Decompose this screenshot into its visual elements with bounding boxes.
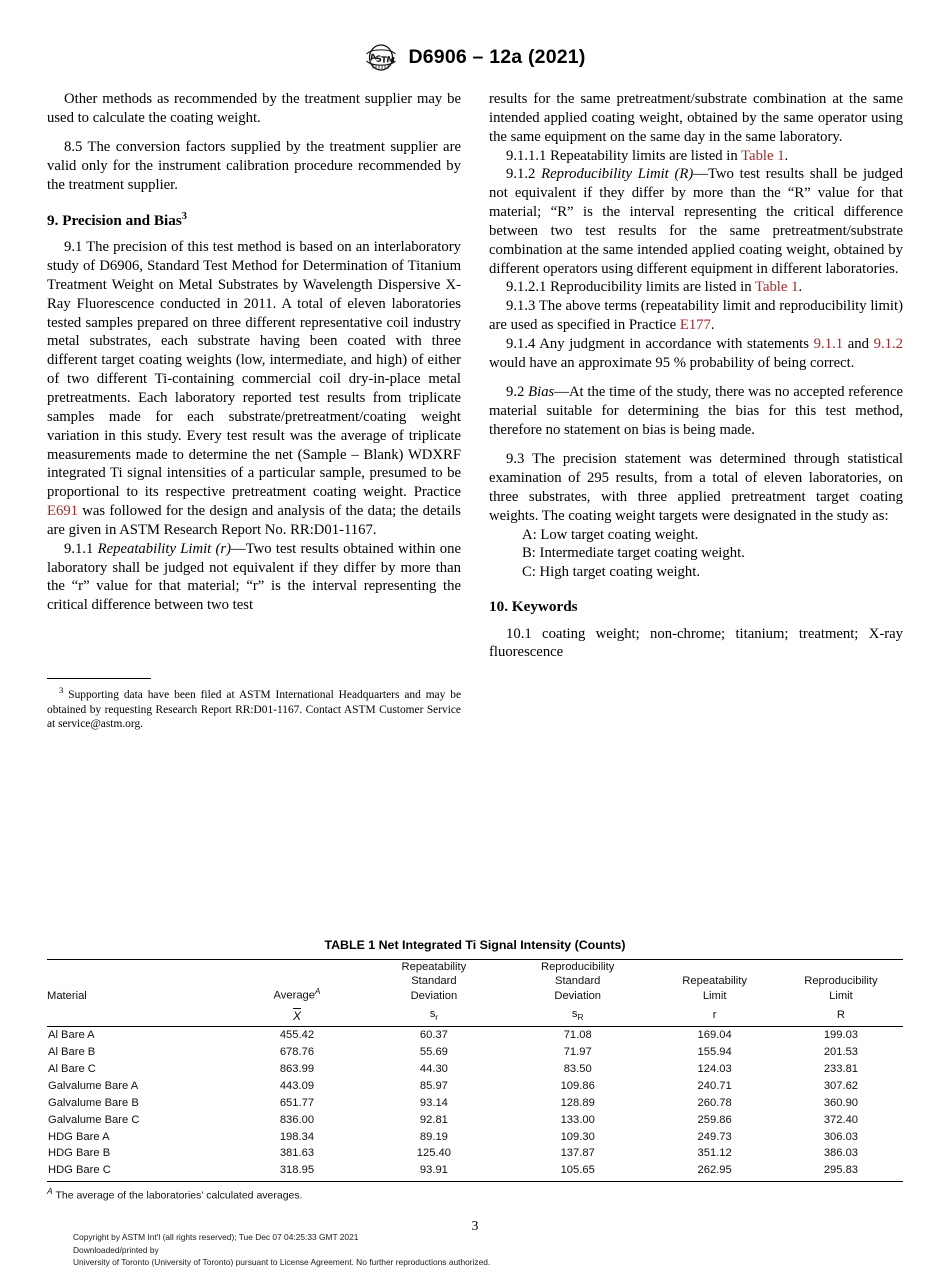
designation-c: C: High target coating weight. (522, 564, 700, 581)
paragraph-9-1-3 (489, 297, 903, 335)
cell-average: 198.34 (279, 1130, 315, 1143)
link-e177[interactable]: E177 (679, 317, 711, 334)
symbol-sr (363, 1003, 505, 1027)
reproducibility-limit-line-2: Limit (829, 989, 853, 1002)
right-column (489, 90, 903, 662)
link-table-1-repeatability[interactable]: Table 1 (741, 147, 785, 164)
cell-sR: 83.50 (563, 1063, 592, 1076)
cell-average: 455.42 (279, 1029, 315, 1042)
link-9-1-1[interactable]: 9.1.1 (813, 335, 844, 352)
table-1-block (47, 938, 903, 1203)
cell-sr: 85.97 (419, 1079, 448, 1092)
link-e691[interactable]: E691 (47, 503, 79, 520)
paragraph-10-1-keywords: 10.1 coating weight; non-chrome; titanium; treatment; X-ray fluorescence (489, 625, 903, 661)
cell-sr: 55.69 (419, 1046, 448, 1059)
paragraph-9-1-1-1-period: . (784, 147, 789, 164)
cell-R: 306.03 (823, 1130, 859, 1143)
symbol-r: r (650, 1003, 778, 1027)
paragraph-9-1-4-conjunction: and (843, 335, 874, 352)
cell-sR: 71.97 (563, 1046, 592, 1059)
symbol-average-xbar (231, 1003, 363, 1027)
paragraph-9-1-2-1-period: . (798, 279, 803, 296)
page-number: 3 (471, 1218, 479, 1233)
table-body (47, 1027, 903, 1181)
cell-material: Galvalume Bare A (48, 1079, 139, 1092)
paragraph-9-1-4-body: would have an approximate 95 % probability of being correct. (489, 354, 855, 371)
column-header-repeatability-limit (650, 960, 778, 1003)
svg-text:S: S (375, 54, 383, 65)
cell-material: Galvalume Bare C (48, 1113, 140, 1126)
symbol-material (47, 1003, 231, 1027)
table-row (47, 1044, 903, 1061)
repeatability-sd-line-2: Standard (411, 975, 457, 988)
svg-text:A: A (369, 52, 379, 64)
cell-sR: 109.86 (560, 1079, 595, 1092)
copyright-footer (73, 1231, 490, 1269)
cell-sr: 89.19 (419, 1130, 448, 1143)
cell-r: 169.04 (697, 1029, 732, 1042)
cell-sR: 105.65 (560, 1164, 595, 1177)
cell-sr: 93.91 (419, 1164, 448, 1177)
paragraph-9-1-1-term: Repeatability Limit (r) (97, 540, 232, 557)
table-row (47, 1145, 903, 1162)
cell-material: HDG Bare A (48, 1130, 110, 1143)
table-row (47, 1027, 903, 1044)
paragraph-9-2-bias (489, 383, 903, 440)
column-header-average (231, 960, 363, 1003)
astm-logo-icon (364, 44, 398, 71)
cell-R: 386.03 (823, 1147, 859, 1160)
cell-average: 381.63 (279, 1147, 315, 1160)
paragraph-9-2-term: Bias (528, 384, 555, 401)
paragraph-9-1 (47, 238, 461, 540)
cell-average: 863.99 (279, 1063, 315, 1076)
reproducibility-limit-line-1: Reproducibility (804, 975, 878, 988)
table-header-row (47, 960, 903, 1003)
footnote-3 (47, 685, 461, 732)
paragraph-9-1-2-1-text: 9.1.2.1 Reproducibility limits are listed in (506, 279, 755, 296)
column-header-reproducibility-sd (505, 960, 651, 1003)
column-header-average-label: Average (273, 989, 315, 1002)
symbol-sR-main: s (571, 1008, 578, 1021)
cell-R: 199.03 (823, 1029, 859, 1042)
cell-average: 836.00 (279, 1113, 315, 1126)
cell-average: 678.76 (279, 1046, 315, 1059)
cell-R: 201.53 (823, 1046, 859, 1059)
cell-r: 351.12 (697, 1147, 732, 1160)
cell-R: 307.62 (823, 1079, 859, 1092)
column-header-average-footnote-mark: A (314, 986, 321, 996)
downloaded-by-line: Downloaded/printed by (73, 1244, 159, 1255)
cell-material: HDG Bare C (48, 1164, 111, 1177)
cell-r: 262.95 (697, 1164, 732, 1177)
cell-material: HDG Bare B (48, 1147, 111, 1160)
heading-9-text: 9. Precision and Bias (47, 211, 182, 229)
repeatability-sd-line-1: Repeatability (401, 961, 467, 973)
paragraph-9-1-2 (489, 165, 903, 278)
table-row (47, 1162, 903, 1181)
table-row (47, 1112, 903, 1129)
cell-r: 249.73 (697, 1130, 732, 1143)
cell-average: 318.95 (279, 1164, 315, 1177)
cell-r: 259.86 (697, 1113, 732, 1126)
cell-sr: 44.30 (419, 1063, 448, 1076)
designation-b: B: Intermediate target coating weight. (522, 545, 745, 562)
paragraph-9-1-2-body: —Two test results shall be judged not equivalent if they differ by more than the “R” value for that material; “R” is the interval representing the critical difference between two test results for the same pretreatment/substrate combination at the same intended applied coating weight, obtained by different operators using different equipment in different laboratories. (489, 166, 903, 277)
paragraph-9-1-1-number: 9.1.1 (64, 540, 98, 557)
table-row (47, 1129, 903, 1146)
symbol-sr-sub: r (435, 1012, 439, 1023)
license-line: University of Toronto (University of Toronto) pursuant to License Agreement. No further reproductions authorized. (73, 1257, 491, 1268)
paragraph-9-2-body: —At the time of the study, there was no accepted reference material suitable for determining the bias for this test method, therefore no statement on bias is being made. (489, 384, 903, 438)
table-net-integrated-ti-signal-intensity (47, 959, 903, 1181)
link-9-1-2[interactable]: 9.1.2 (873, 335, 903, 352)
repeatability-limit-line-1: Repeatability (682, 975, 747, 988)
paragraph-9-1-1-1-text: 9.1.1.1 Repeatability limits are listed in (506, 147, 742, 164)
cell-material: Al Bare C (48, 1063, 96, 1076)
coating-weight-designations (489, 526, 903, 583)
footnote-divider (47, 678, 151, 679)
cell-sR: 109.30 (560, 1130, 595, 1143)
cell-material: Galvalume Bare B (48, 1096, 139, 1109)
column-header-repeatability-sd (363, 960, 505, 1003)
cell-r: 155.94 (697, 1046, 732, 1059)
reproducibility-sd-line-1: Reproducibility (541, 961, 615, 973)
cell-material: Al Bare A (48, 1029, 95, 1042)
column-header-reproducibility-limit (779, 960, 903, 1003)
designation-a: A: Low target coating weight. (522, 526, 699, 543)
table-footnote-a (47, 1186, 903, 1203)
reproducibility-sd-line-2: Standard (554, 975, 601, 988)
cell-r: 124.03 (697, 1063, 732, 1076)
link-table-1-reproducibility[interactable]: Table 1 (755, 279, 799, 296)
symbol-xbar-glyph: X (292, 1008, 301, 1023)
heading-precision-and-bias (47, 210, 461, 231)
heading-keywords: 10. Keywords (489, 598, 578, 616)
table-bottom-rule (47, 1181, 903, 1182)
cell-average: 651.77 (279, 1096, 315, 1109)
table-footnote-a-mark: A (47, 1186, 53, 1197)
symbol-R: R (779, 1003, 903, 1027)
paragraph-9-1-2-number: 9.1.2 (506, 166, 542, 183)
cell-average: 443.09 (279, 1079, 315, 1092)
reproducibility-sd-line-3: Deviation (554, 989, 602, 1002)
copyright-line: Copyright by ASTM Int'l (all rights reserved); Tue Dec 07 04:25:33 GMT 2021 (73, 1232, 359, 1242)
cell-r: 240.71 (697, 1079, 732, 1092)
footnote-3-mark: 3 (59, 685, 64, 695)
paragraph-9-1-2-term: Reproducibility Limit (R) (541, 166, 694, 183)
paragraph-9-1-part-a: 9.1 The precision of this test method is based on an interlaboratory study of D6906, Standard Test Method for Determination of Titanium Treatment Weight on Metal Substrates by Wavelength Dispersive X-Ray Fluorescence conducted in 2011. A total of eleven laboratories tested samples prepared on three different representative coil industry metal substrates, each substrate having been coated with three different target coating weights (low, intermediate, and high) of either of two different Ti-containing commercial coil dry-in-place metal pretreatments. Each laboratory reported test results from triplicate samples made for each substrate/pretreatment/coating weight variation in this study. Every test result was the average of triplicate measurements made to determine the net (Sample – Blank) WDXRF integrated Ti signal intensities of a particular sample, presumed to be proportional to its respective pretreatment coating weight. Practice (47, 239, 461, 501)
paragraph-9-1-3-text: 9.1.3 The above terms (repeatability limit and reproducibility limit) are used as specified in Practice (489, 298, 903, 334)
table-symbol-row (47, 1003, 903, 1027)
cell-r: 260.78 (697, 1096, 732, 1109)
repeatability-sd-line-3: Deviation (410, 989, 458, 1002)
paragraph-9-1-1 (47, 540, 461, 615)
paragraph-9-2-number: 9.2 (506, 384, 529, 401)
heading-9-footnote-mark: 3 (181, 210, 187, 222)
svg-text:T: T (381, 55, 388, 66)
table-caption: TABLE 1 Net Integrated Ti Signal Intensity (Counts) (324, 938, 626, 952)
cell-sr: 93.14 (419, 1096, 448, 1109)
symbol-sR (505, 1003, 651, 1027)
paragraph-8-4-continued: Other methods as recommended by the treatment supplier may be used to calculate the coating weight. (47, 91, 461, 126)
cell-sR: 71.08 (563, 1029, 592, 1042)
table-row (47, 1078, 903, 1095)
page-header (0, 44, 950, 71)
cell-sr: 125.40 (416, 1147, 451, 1160)
table-row (47, 1095, 903, 1112)
repeatability-limit-line-2: Limit (702, 989, 727, 1002)
cell-sR: 133.00 (560, 1113, 595, 1126)
left-column (47, 90, 461, 615)
cell-material: Al Bare B (48, 1046, 96, 1059)
table-row (47, 1061, 903, 1078)
cell-R: 233.81 (823, 1063, 859, 1076)
paragraph-9-1-4-text: 9.1.4 Any judgment in accordance with statements (506, 335, 814, 352)
document-designation: D6906 – 12a (2021) (408, 46, 586, 68)
cell-sr: 60.37 (419, 1029, 448, 1042)
paragraph-9-3: 9.3 The precision statement was determined through statistical examination of 295 results, from a total of eleven laboratories, on three substrates, with three applied pretreatment target coating weights. The coating weight targets were designated in the study as: (489, 451, 903, 524)
paragraph-9-1-part-b: was followed for the design and analysis of the data; the details are given in ASTM Research Report No. RR:D01-1167. (47, 503, 461, 538)
symbol-sR-sub: R (577, 1012, 584, 1023)
paragraph-9-1-1-body: —Two test results obtained within one laboratory shall be judged not equivalent if they differ by more than the “r” value for that material; “r” is the interval representing the critical difference between two test (47, 540, 461, 614)
column-header-material: Material (47, 960, 231, 1003)
paragraph-9-1-3-period: . (710, 317, 715, 334)
paragraph-continued-repeatability: results for the same pretreatment/substrate combination at the same intended applied coating weight, obtained by the same operator using the same equipment on the same day in the same laboratory. (489, 91, 903, 145)
paragraph-9-1-4 (489, 335, 903, 373)
table-footnote-a-text: The average of the laboratories’ calculated averages. (52, 1189, 303, 1202)
cell-R: 372.40 (823, 1113, 859, 1126)
body-columns (47, 90, 903, 750)
symbol-sr-main: s (429, 1008, 436, 1021)
cell-R: 295.83 (823, 1164, 859, 1177)
svg-text:M: M (385, 55, 396, 67)
paragraph-8-5: 8.5 The conversion factors supplied by the treatment supplier are valid only for the instrument calibration procedure recommended by the treatment supplier. (47, 139, 461, 193)
cell-sr: 92.81 (419, 1113, 448, 1126)
cell-sR: 128.89 (560, 1096, 595, 1109)
footnote-block (47, 678, 461, 732)
cell-sR: 137.87 (560, 1147, 595, 1160)
paragraph-9-1-2-1 (489, 278, 903, 297)
cell-R: 360.90 (823, 1096, 859, 1109)
paragraph-9-1-1-1 (489, 147, 903, 166)
footnote-3-text: Supporting data have been filed at ASTM International Headquarters and may be obtained by requesting Research Report RR:D01-1167. Contact ASTM Customer Service at service@astm.org. (47, 688, 461, 731)
